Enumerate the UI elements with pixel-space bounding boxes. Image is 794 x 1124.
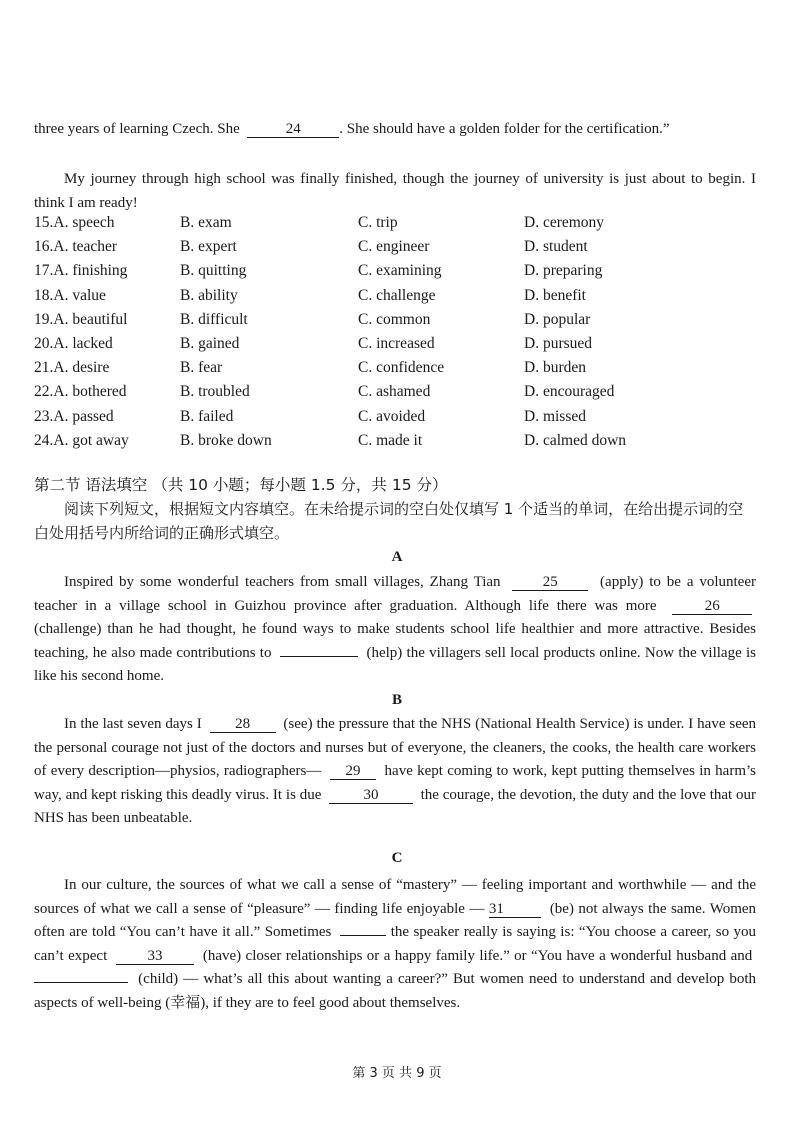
option-d[interactable]: D. missed — [524, 407, 586, 425]
option-d[interactable]: D. pursued — [524, 335, 593, 352]
option-a[interactable] — [34, 408, 114, 426]
option-b[interactable]: B. gained — [180, 335, 240, 352]
text-fragment: have kept coming to work, kept putting themselves in harm’s way, and kept risking this deadly virus. It is due — [34, 763, 756, 803]
option-a[interactable] — [34, 383, 127, 401]
text-fragment: In our culture, the sources of what we call a sense of “mastery” — feeling important and worthwhile — and the sources of what we call a sense of “pleasure” — finding life enjoyable — — [34, 877, 756, 917]
question-number: 16. — [34, 238, 54, 256]
text-fragment: (be) not always the same. Women often are told “You can’t have it all.” Sometimes — [34, 900, 757, 940]
option-b[interactable]: B. difficult — [180, 310, 248, 328]
blank-29[interactable]: 29 — [330, 763, 376, 780]
option-c[interactable]: C. ashamed — [358, 383, 431, 401]
option-c[interactable]: C. confidence — [358, 359, 445, 377]
option-row — [34, 335, 756, 359]
text-fragment: (challenge) than he had thought, he found ways to make students school life healthier and more attractive. Besides teaching, he also made contributions to — [34, 621, 756, 661]
option-d[interactable]: D. ceremony — [524, 214, 605, 231]
text-fragment: (apply) to be a volunteer teacher in a village school in Guizhou province after graduation. Although life there was more — [34, 574, 756, 614]
option-a-text: A. got away — [53, 431, 129, 449]
text-fragment: three years of learning Czech. She — [34, 121, 240, 137]
option-b[interactable]: B. expert — [180, 238, 237, 256]
option-c[interactable]: C. engineer — [358, 238, 430, 256]
option-a[interactable] — [34, 432, 129, 450]
text-fragment: the courage, the devotion, the duty and the love that our NHS has been unbeatable. — [34, 786, 757, 826]
option-b[interactable]: B. exam — [180, 214, 232, 231]
question-number: 24. — [34, 431, 54, 449]
blank-24[interactable]: 24 — [247, 121, 339, 138]
option-d[interactable]: D. preparing — [524, 262, 603, 280]
question-number: 17. — [34, 262, 54, 280]
option-c[interactable]: C. examining — [358, 262, 442, 280]
option-a-text: A. teacher — [53, 238, 118, 256]
option-d[interactable]: D. calmed down — [524, 431, 627, 449]
text-fragment: In the last seven days I — [64, 716, 202, 732]
option-c[interactable]: C. increased — [358, 335, 435, 352]
option-row — [34, 432, 756, 456]
blank-26[interactable]: 26 — [672, 598, 752, 615]
option-d[interactable]: D. encouraged — [524, 383, 615, 401]
option-a[interactable] — [34, 311, 127, 329]
option-row — [34, 311, 756, 335]
option-d[interactable]: D. burden — [524, 359, 586, 377]
question-number: 18. — [34, 286, 54, 304]
option-b[interactable]: B. ability — [180, 286, 238, 304]
option-d[interactable]: D. popular — [524, 310, 591, 328]
option-c[interactable]: C. avoided — [358, 407, 426, 425]
option-d[interactable]: D. student — [524, 238, 588, 256]
option-c[interactable]: C. challenge — [358, 286, 436, 304]
option-a[interactable] — [34, 238, 117, 256]
question-number: 15. — [34, 214, 54, 231]
option-row — [34, 238, 756, 262]
option-a[interactable] — [34, 262, 127, 280]
blank-27[interactable] — [280, 656, 358, 657]
option-a-text: A. value — [53, 286, 106, 304]
option-b[interactable]: B. failed — [180, 407, 234, 425]
blank-30[interactable]: 30 — [329, 787, 413, 804]
option-row — [34, 214, 756, 238]
text-fragment: . She should have a golden folder for the certification.” — [339, 121, 670, 137]
option-a-text: A. speech — [53, 214, 115, 231]
option-a-text: A. lacked — [53, 335, 113, 352]
question-number: 20. — [34, 335, 54, 352]
option-b[interactable]: B. broke down — [180, 431, 272, 449]
blank-32[interactable] — [340, 935, 386, 936]
option-d[interactable]: D. benefit — [524, 286, 586, 304]
option-row — [34, 408, 756, 432]
option-c[interactable]: C. trip — [358, 214, 398, 231]
text-fragment: (help) the villagers sell local products online. Now the village is like his second home. — [34, 644, 756, 684]
question-number: 22. — [34, 383, 54, 401]
passage-b — [34, 713, 756, 831]
text-fragment: (see) the pressure that the NHS (National Health Service) is under. I have seen the personal courage not just of the doctors and nurses but of everyone, the cleaners, the cooks, the health care workers of every description—physios, radiographers— — [34, 716, 757, 779]
option-a-text: A. beautiful — [53, 310, 128, 328]
text-fragment: (child) — what’s all this about wanting a career?” But women need to understand and develop both aspects of well-being (幸福), if they are to feel good about themselves. — [34, 971, 756, 1011]
passage-c-label: C — [391, 850, 403, 866]
text-fragment: (have) closer relationships or a happy family life.” or “You have a wonderful husband and — [202, 947, 753, 964]
section-heading: 第二节 语法填空 （共 10 小题；每小题 1.5 分，共 15 分） — [34, 476, 448, 494]
text-fragment: the speaker really is saying is: “You choose a career, so you can’t expect — [34, 924, 757, 964]
option-a-text: A. bothered — [53, 383, 127, 401]
option-row — [34, 287, 756, 311]
question-number: 21. — [34, 359, 54, 377]
text-fragment: Inspired by some wonderful teachers from small villages, Zhang Tian — [64, 574, 501, 590]
option-row — [34, 262, 756, 286]
option-a-text: A. desire — [53, 359, 110, 377]
passage-b-label: B — [391, 692, 402, 708]
blank-25[interactable]: 25 — [512, 574, 588, 591]
option-b[interactable]: B. fear — [180, 359, 223, 377]
blank-34[interactable] — [34, 982, 128, 983]
option-a-text: A. passed — [53, 407, 114, 425]
page-footer: 第 3 页 共 9 页 — [352, 1066, 442, 1081]
passage-a — [34, 571, 756, 689]
option-c[interactable]: C. made it — [358, 431, 423, 449]
question-number: 19. — [34, 310, 54, 328]
option-a[interactable] — [34, 359, 109, 377]
option-c[interactable]: C. common — [358, 310, 431, 328]
option-b[interactable]: B. quitting — [180, 262, 247, 280]
blank-33[interactable]: 33 — [116, 948, 194, 965]
blank-31[interactable]: 31 — [489, 901, 541, 918]
blank-28[interactable]: 28 — [210, 716, 276, 733]
passage-final-paragraph: My journey through high school was finally finished, though the journey of university is just about to begin. I think I am ready! — [34, 171, 756, 211]
passage-a-label: A — [391, 549, 403, 565]
passage-c — [34, 874, 756, 1015]
option-b[interactable]: B. troubled — [180, 383, 250, 401]
option-row — [34, 383, 756, 407]
option-a[interactable] — [34, 335, 113, 353]
option-a[interactable] — [34, 287, 106, 305]
option-a[interactable] — [34, 214, 115, 232]
section-instructions: 阅读下列短文，根据短文内容填空。在未给提示词的空白处仅填写 1 个适当的单词，在给出提示词的空白处用括号内所给词的正确形式填空。 — [34, 500, 744, 542]
option-row — [34, 359, 756, 383]
option-a-text: A. finishing — [53, 262, 128, 280]
question-number: 23. — [34, 407, 54, 425]
passage-ending — [34, 118, 756, 142]
